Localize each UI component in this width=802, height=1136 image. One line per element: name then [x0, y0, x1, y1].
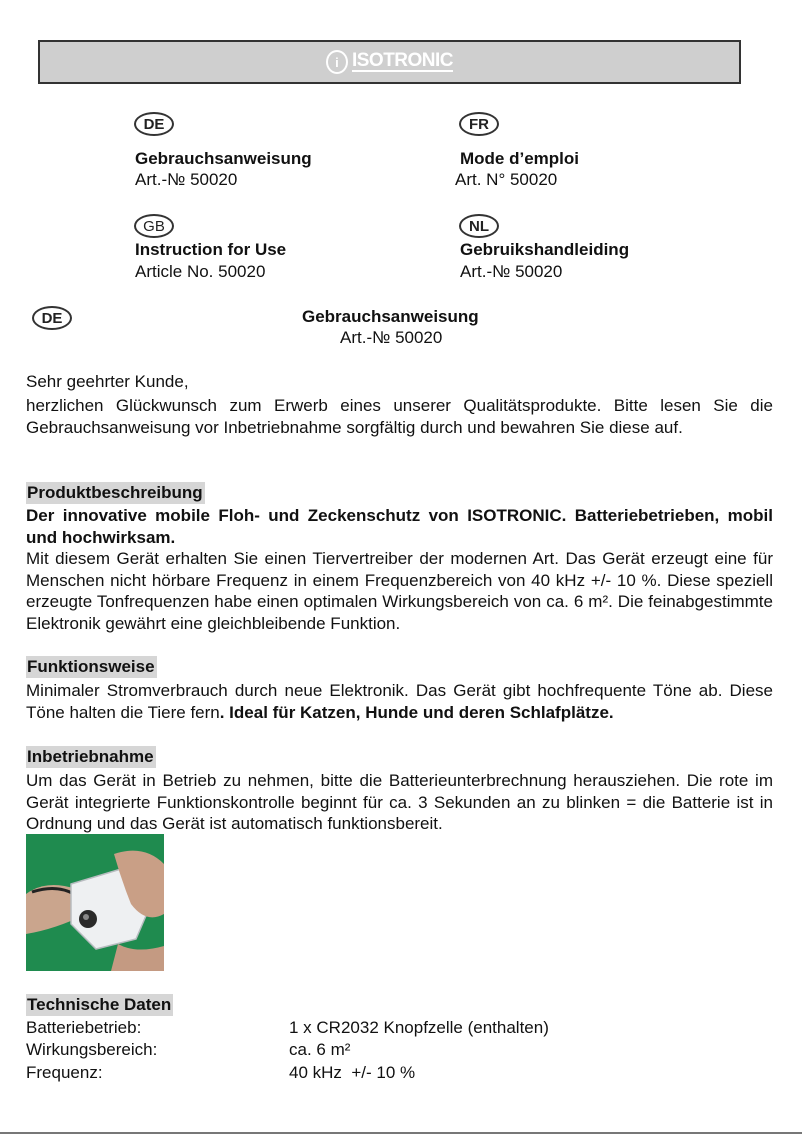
header-bar: [38, 40, 741, 84]
spec-value-range: ca. 6 m²: [289, 1040, 351, 1059]
product-description: Mit diesem Gerät erhalten Sie einen Tiervertreiber der modernen Art. Das Gerät erzeugt eine für Menschen nicht hörbare Frequenz in einem Frequenzbereich von 40 kHz +/- 10 %. Diese speziell erzeugte Tonfrequenzen habe einen optimalen Wirkungsbereich von ca. 6 m². Die feinabgestimmte Elektronik gewährt eine gleichbleibende Funktion.: [26, 549, 773, 633]
language-article-de: Art.-№ 50020: [135, 170, 238, 189]
brand-name: ISOTRONIC: [351, 50, 454, 71]
heading-inbetriebnahme: Inbetriebnahme: [27, 747, 154, 766]
language-title-gb: Instruction for Use: [135, 240, 287, 259]
language-badge-de: DE: [134, 112, 174, 136]
language-title-nl: Gebruikshandleiding: [460, 240, 630, 259]
spec-value-frequency: 40 kHz +/- 10 %: [289, 1063, 416, 1082]
spec-label-range: Wirkungsbereich:: [26, 1040, 158, 1059]
heading-produktbeschreibung: Produktbeschreibung: [27, 483, 203, 502]
spec-value-battery: 1 x CR2032 Knopfzelle (enthalten): [289, 1018, 549, 1037]
language-article-gb: Article No. 50020: [135, 262, 266, 281]
language-badge-gb: GB: [134, 214, 174, 238]
language-badge-fr: FR: [459, 112, 499, 136]
language-article-nl: Art.-№ 50020: [460, 262, 563, 281]
brand-logo: [326, 50, 453, 74]
section-badge-de: DE: [32, 306, 72, 330]
startup-description: Um das Gerät in Betrieb zu nehmen, bitte die Batterieunterbrechnung herausziehen. Die rote im Gerät integrierte Funktionskontrolle beginnt für ca. 3 Sekunden an zu blinken = die Batterie ist in Ordnung und das Gerät ist automatisch funktionsbereit.: [26, 771, 773, 833]
language-badge-nl: NL: [459, 214, 499, 238]
heading-technische-daten: Technische Daten: [27, 995, 172, 1014]
function-description: [26, 680, 773, 723]
intro-paragraph: herzlichen Glückwunsch zum Erwerb eines unserer Qualitätsprodukte. Bitte lesen Sie die Gebrauchsanweisung vor Inbetriebnahme sorgfältig durch und bewahren Sie diese auf.: [26, 396, 773, 437]
spec-label-frequency: Frequenz:: [26, 1063, 103, 1082]
spec-label-battery: Batteriebetrieb:: [26, 1018, 142, 1037]
section-title: Gebrauchsanweisung: [302, 307, 479, 326]
product-photo: [26, 834, 164, 971]
person-icon: i: [326, 50, 348, 74]
greeting: Sehr geehrter Kunde,: [26, 372, 189, 391]
function-highlight: . Ideal für Katzen, Hunde und deren Schlafplätze.: [219, 702, 614, 722]
page-bottom-divider: [0, 1132, 802, 1134]
language-title-de: Gebrauchsanweisung: [135, 149, 312, 168]
language-article-fr: Art. N° 50020: [455, 170, 558, 189]
function-text: Minimaler Stromverbrauch durch neue Elektronik. Das Gerät gibt hochfrequente Töne ab. Diese Töne halten die Tiere fern: [26, 681, 773, 722]
heading-funktionsweise: Funktionsweise: [27, 657, 155, 676]
section-article: Art.-№ 50020: [340, 328, 443, 347]
language-title-fr: Mode d’emploi: [460, 149, 579, 168]
product-lead: Der innovative mobile Floh- und Zeckenschutz von ISOTRONIC. Batteriebetrieben, mobil und hochwirksam.: [26, 506, 773, 547]
